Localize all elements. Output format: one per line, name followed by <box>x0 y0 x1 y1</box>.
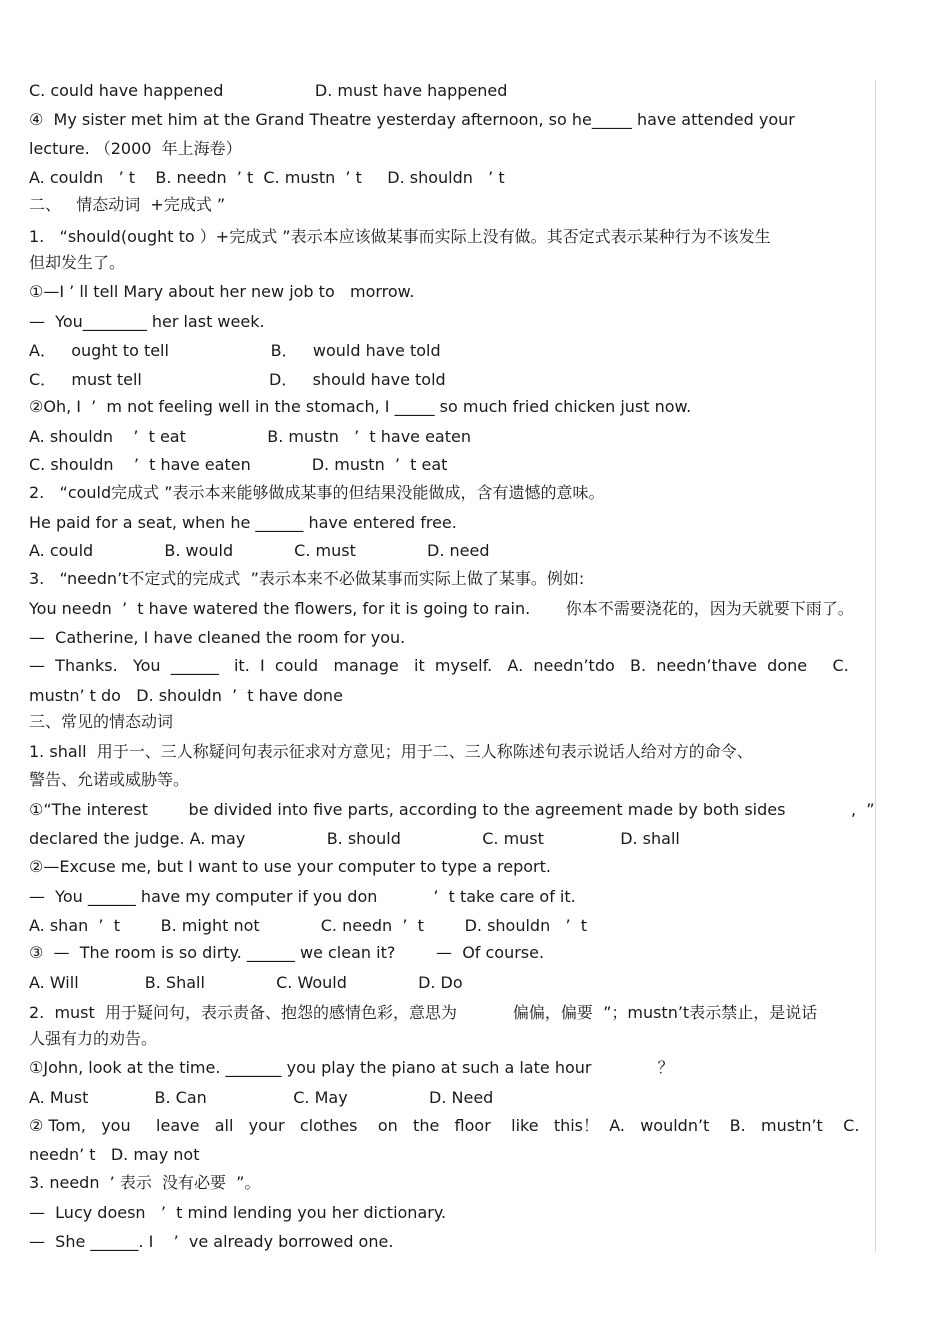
text-line: You needn ’ t have watered the flowers, for it is going to rain. 你本不需要浇花的，因为天就要下雨了。 <box>29 599 854 618</box>
text-line: declared the judge. A. may B. should C. must D. shall <box>29 829 680 848</box>
text-line: — You________ her last week. <box>29 312 265 331</box>
text-line: A. could B. would C. must D. need <box>29 541 490 560</box>
text-line: A. Must B. Can C. May D. Need <box>29 1088 494 1107</box>
text-line: 三、常见的情态动词 <box>29 712 174 731</box>
text-line: ①“The interest be divided into five parts, according to the agreement made by both sides <box>29 800 786 819</box>
text-line: mustn’ t do D. shouldn ’ t have done <box>29 686 343 705</box>
text-line: ②—Excuse me, but I want to use your computer to type a report. <box>29 857 551 876</box>
text-line: ②Oh, I ’ m not feeling well in the stomach, I _____ so much fried chicken just now. <box>29 397 692 416</box>
text-line: A. shan ’ t B. might not C. needn ’ t D. shouldn ’ t <box>29 916 588 935</box>
text-line: ② Tom, you leave all your clothes on the floor like this！ A. wouldn’t B. mustn’t C. <box>29 1116 860 1135</box>
text-line: ①—I ’ ll tell Mary about her new job to morrow. <box>29 282 415 301</box>
text-line: 二、 情态动词 +完成式 ” <box>29 195 226 214</box>
text-line: 警告、允诺或威胁等。 <box>29 770 190 789</box>
text-line: He paid for a seat, when he ______ have entered free. <box>29 513 457 532</box>
text-line: 1. shall 用于一、三人称疑问句表示征求对方意见；用于二、三人称陈述句表示说话人给对方的命令、 <box>29 742 753 761</box>
text-line: 但却发生了。 <box>29 253 126 272</box>
text-line: ③ — The room is so dirty. ______ we clean it? — Of course. <box>29 943 545 962</box>
margin-rule <box>875 80 876 1252</box>
text-line: A. couldn ’ t B. needn ’ t C. mustn ’ t D. shouldn ’ t <box>29 168 505 187</box>
text-line: — She ______. I ’ ve already borrowed one. <box>29 1232 394 1251</box>
text-line: A． ought to tell B． would have told <box>29 341 441 360</box>
text-line: C． must tell D． should have told <box>29 370 446 389</box>
text-line: A. Will B. Shall C. Would D. Do <box>29 973 463 992</box>
text-line: — Thanks. You ______ it. I could manage it myself. A. needn’tdo B. needn’thave done C. <box>29 656 849 675</box>
text-line: — Lucy doesn ’ t mind lending you her dictionary. <box>29 1203 447 1222</box>
text-line: 2. must 用于疑问句，表示责备、抱怨的感情色彩，意思为 偏偏，偏要 ”；mustn’t表示禁止，是说话 <box>29 1003 818 1022</box>
text-line: ①John, look at the time. _______ you play the piano at such a late hour ？ <box>29 1058 674 1077</box>
text-line: — Catherine, I have cleaned the room for you. <box>29 628 406 647</box>
text-line: 3. “needn’t不定式的完成式 ”表示本来不必做某事而实际上做了某事。例如: <box>29 569 585 588</box>
text-line: 1. “should(ought to ）+完成式 ”表示本应该做某事而实际上没有做。其否定式表示某种行为不该发生 <box>29 227 771 246</box>
text-line: A. shouldn ’ t eat B. mustn ’ t have eaten <box>29 427 471 446</box>
text-line: lecture. （2000 年上海卷） <box>29 139 242 158</box>
text-line: 3. needn ’ 表示 没有必要 ”。 <box>29 1173 261 1192</box>
text-line: ④ My sister met him at the Grand Theatre yesterday afternoon, so he_____ have attended your <box>29 110 795 129</box>
text-line: C. shouldn ’ t have eaten D. mustn ’ t eat <box>29 455 448 474</box>
text-line: — You ______ have my computer if you don ’ t take care of it. <box>29 887 576 906</box>
text-line: needn’ t D. may not <box>29 1145 200 1164</box>
text-line: 人强有力的劝告。 <box>29 1029 158 1048</box>
text-line: C. could have happened D. must have happened <box>29 81 508 100</box>
trailing-quote-marks: , ” <box>851 800 875 819</box>
text-line: 2. “could完成式 ”表示本来能够做成某事的但结果没能做成，含有遗憾的意味。 <box>29 483 605 502</box>
